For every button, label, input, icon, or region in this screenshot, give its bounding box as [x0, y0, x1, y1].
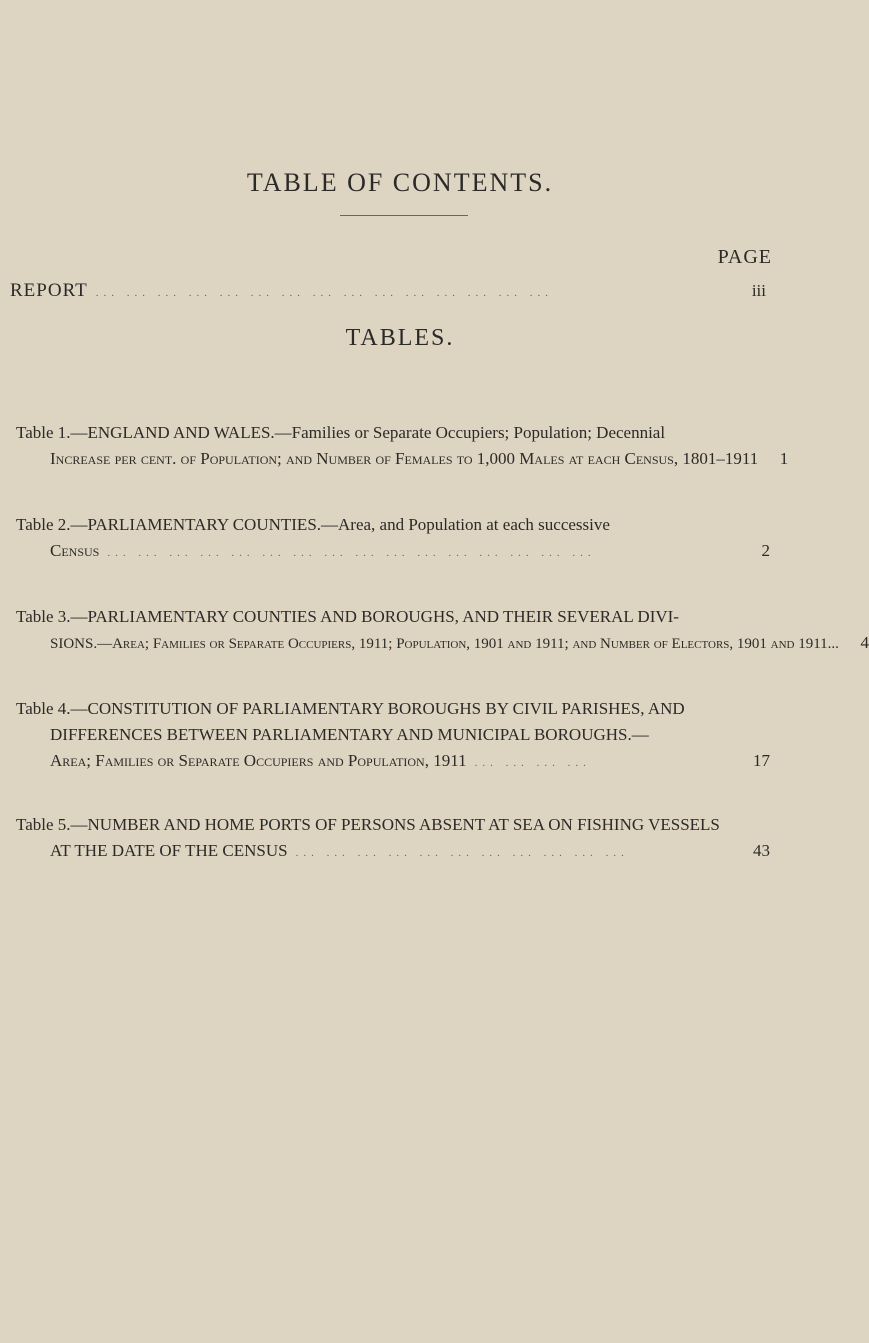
leader-dots: ... ... ... ... ... ... ... ... ... ... ... ... ... ... ... — [95, 287, 553, 299]
report-entry — [10, 280, 766, 302]
entry-subtitle: Area; Families or Separate Occupiers and Population, 1911 — [50, 751, 467, 770]
entry-continuation — [16, 446, 789, 474]
entry-title-line: Table 4.—CONSTITUTION OF PARLIAMENTARY BOROUGHS BY CIVIL PARISHES, AND — [16, 699, 685, 718]
toc-entry-table-2 — [16, 512, 770, 566]
toc-entry-table-4 — [16, 696, 770, 776]
entry-page-number: 43 — [753, 841, 770, 860]
toc-entry-table-1 — [16, 420, 789, 474]
entry-title-line: Table 3.—PARLIAMENTARY COUNTIES AND BOROUGHS, AND THEIR SEVERAL DIVI- — [16, 607, 679, 626]
entry-subtitle: Increase per cent. of Population; and Number of Females to 1,000 Males at each Census, 1801–1911 — [50, 449, 759, 468]
entry-subtitle: AT THE DATE OF THE CENSUS — [50, 841, 288, 860]
entry-title-line-2: DIFFERENCES BETWEEN PARLIAMENTARY AND MUNICIPAL BOROUGHS.— — [50, 725, 649, 744]
entry-page-number: 2 — [761, 541, 770, 560]
entry-title-line: Table 1.—ENGLAND AND WALES.—Families or Separate Occupiers; Population; Decennial — [16, 423, 666, 442]
page-title: TABLE OF CONTENTS. — [246, 168, 554, 197]
leader-dots: ... ... ... ... ... ... ... ... ... ... ... — [295, 847, 629, 859]
leader-dots: ... ... ... ... ... ... ... ... ... ... ... ... ... ... ... ... — [107, 547, 596, 559]
entry-title-line: Table 2.—PARLIAMENTARY COUNTIES.—Area, and Population at each successive — [16, 515, 610, 534]
report-page-number: iii — [751, 281, 766, 300]
toc-entry-table-3 — [16, 604, 869, 658]
report-label: REPORT — [10, 280, 88, 301]
page-column-heading: PAGE — [717, 246, 772, 268]
entry-continuation — [16, 838, 770, 866]
tables-heading: TABLES. — [345, 325, 455, 351]
entry-subtitle: Census — [50, 541, 100, 560]
entry-page-number: 1 — [779, 449, 789, 468]
entry-subtitle: SIONS.—Area; Families or Separate Occupiers, 1911; Population, 1901 and 1911; and Number of Electors, 1901 and 1911... — [50, 636, 839, 652]
entry-page-number: 17 — [753, 751, 770, 770]
entry-continuation — [16, 748, 770, 776]
entry-continuation — [16, 538, 770, 566]
title-rule — [340, 215, 468, 216]
entry-continuation — [16, 630, 869, 658]
entry-title-line: Table 5.—NUMBER AND HOME PORTS OF PERSONS ABSENT AT SEA ON FISHING VESSELS — [16, 815, 720, 834]
entry-page-number: 4 — [860, 633, 869, 652]
toc-entry-table-5 — [16, 812, 770, 866]
leader-dots: ... ... ... ... — [474, 757, 591, 769]
